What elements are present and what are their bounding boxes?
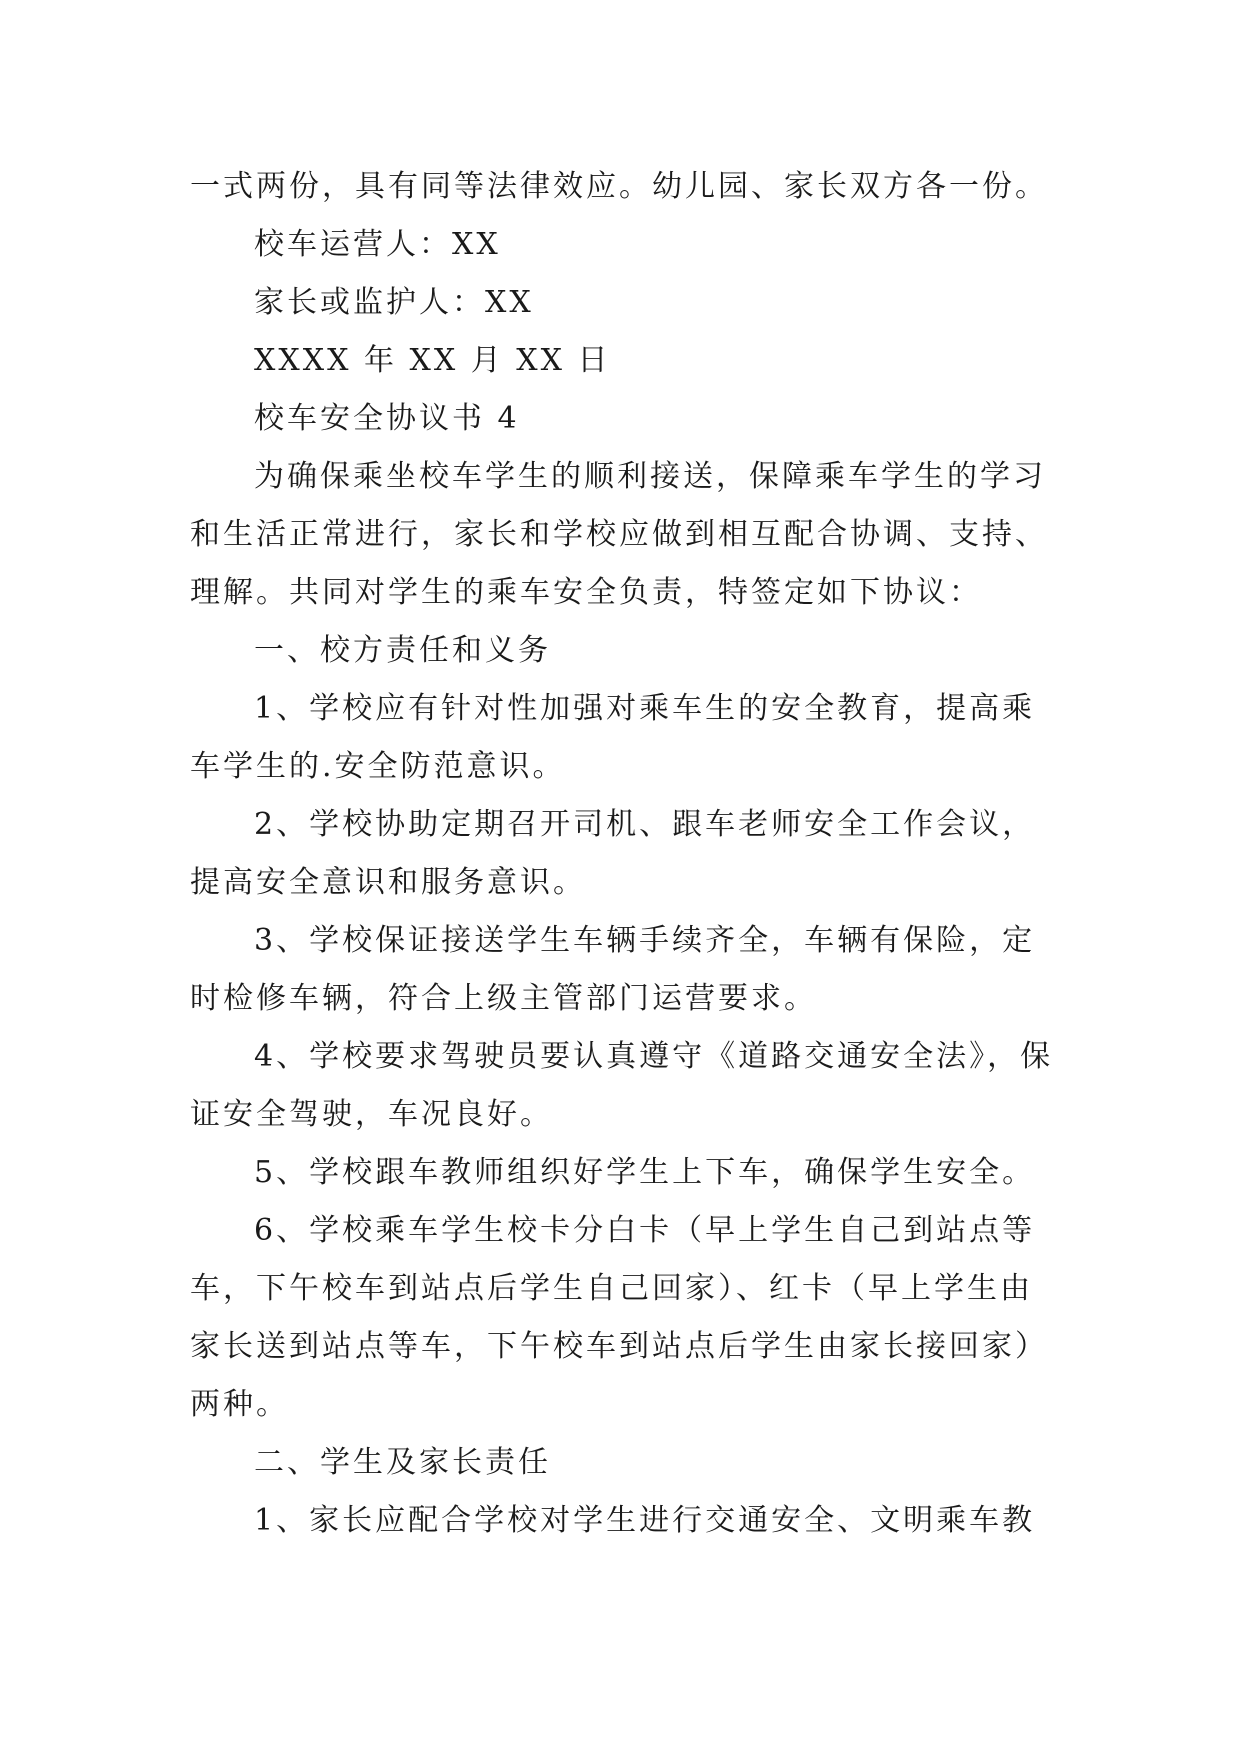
text-line: 5、学校跟车教师组织好学生上下车，确保学生安全。: [254, 1155, 1036, 1190]
text-line: 校车运营人：XX: [254, 227, 501, 262]
text-line: 证安全驾驶，车况良好。: [190, 1097, 553, 1132]
text-line: 一、校方责任和义务: [254, 633, 551, 668]
text-line: 家长送到站点等车，下午校车到站点后学生由家长接回家）: [190, 1329, 1048, 1364]
text-line: 1、家长应配合学校对学生进行交通安全、文明乘车教: [254, 1503, 1036, 1538]
text-line: 二、学生及家长责任: [254, 1445, 551, 1480]
text-line: 1、学校应有针对性加强对乘车生的安全教育，提高乘: [254, 691, 1036, 726]
text-line: XXXX 年 XX 月 XX 日: [254, 343, 611, 378]
text-line: 家长或监护人：XX: [254, 285, 534, 320]
text-line: 6、学校乘车学生校卡分白卡（早上学生自己到站点等: [254, 1213, 1036, 1248]
text-line: 理解。共同对学生的乘车安全负责，特签定如下协议：: [190, 575, 982, 610]
text-line: 车，下午校车到站点后学生自己回家）、红卡（早上学生由: [190, 1271, 1033, 1306]
text-line: 2、学校协助定期召开司机、跟车老师安全工作会议，: [254, 807, 1036, 842]
text-line: 车学生的.安全防范意识。: [190, 749, 566, 784]
text-line: 提高安全意识和服务意识。: [190, 865, 586, 900]
text-line: 和生活正常进行，家长和学校应做到相互配合协调、支持、: [190, 517, 1048, 552]
text-line: 4、学校要求驾驶员要认真遵守《道路交通安全法》，保: [254, 1039, 1054, 1074]
text-line: 两种。: [190, 1387, 289, 1422]
document-page: [190, 158, 1060, 1550]
text-line: 为确保乘坐校车学生的顺利接送，保障乘车学生的学习: [254, 459, 1046, 494]
text-line: 时检修车辆，符合上级主管部门运营要求。: [190, 981, 817, 1016]
text-line: 一式两份，具有同等法律效应。幼儿园、家长双方各一份。: [190, 169, 1048, 204]
text-line: 3、学校保证接送学生车辆手续齐全，车辆有保险，定: [254, 923, 1036, 958]
text-line: 校车安全协议书 4: [254, 401, 520, 436]
